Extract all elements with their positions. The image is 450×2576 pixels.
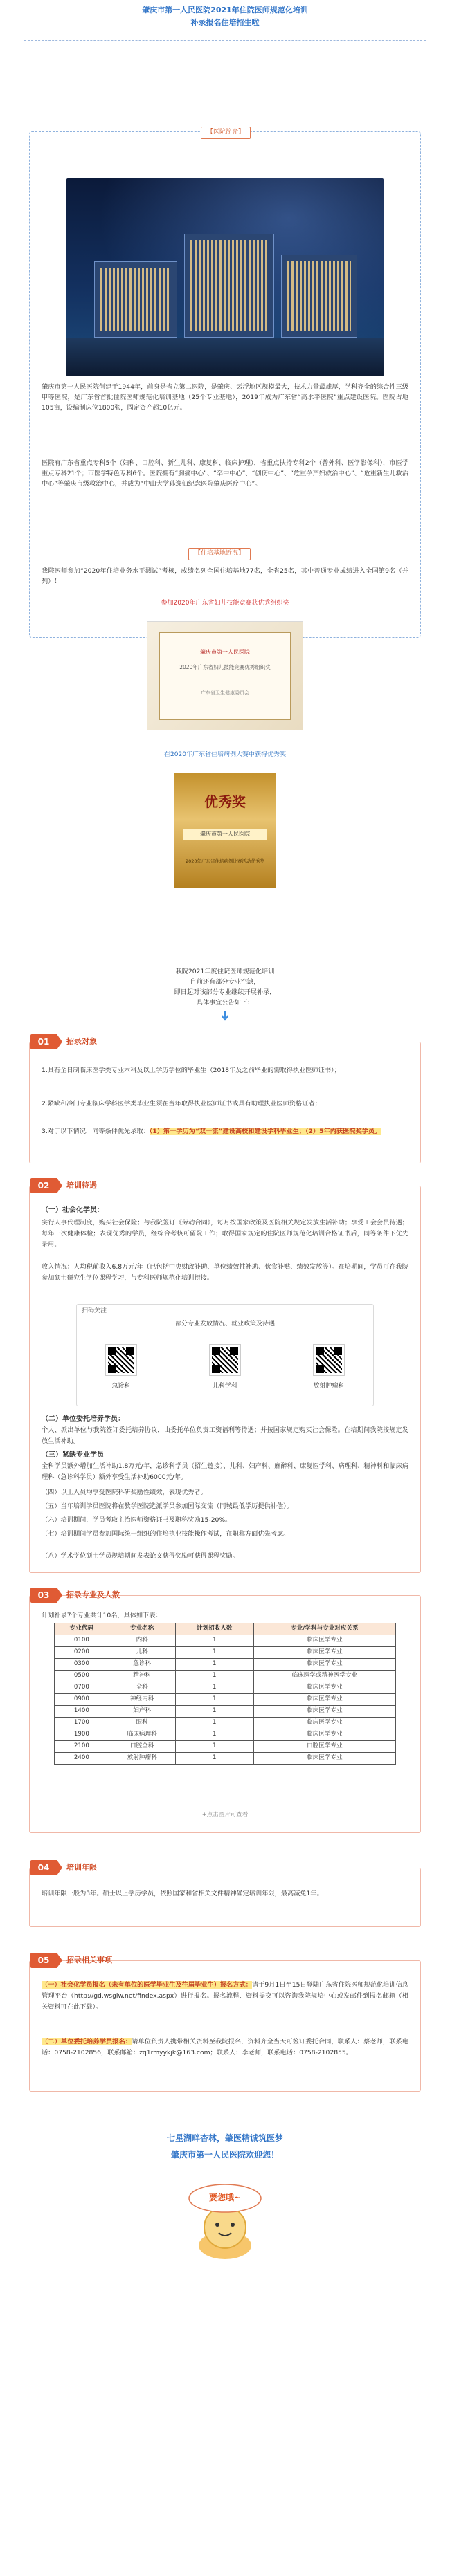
cert1-inner (159, 632, 291, 720)
section-05-header (30, 1953, 112, 1968)
header-line-1: 肇庆市第一人民医院2021年住院医师规范化培训 (142, 6, 308, 15)
section-03-header (30, 1588, 120, 1603)
table-cell: 儿科 (109, 1647, 175, 1659)
table-cell: 2100 (55, 1741, 109, 1753)
qr-label-emergency: 急诊科 (111, 1383, 131, 1390)
s1-item-3-lead: 3.对于以下情况，同等条件优先录取： (42, 1128, 150, 1135)
section-04-title: 培训年限 (66, 1863, 97, 1873)
table-body (55, 1635, 396, 1765)
table-header-cell: 专业/学科与专业对应关系 (253, 1623, 395, 1635)
s2-paragraph-9: （八）学术学位硕士学员规培期间发表论文获得奖励可获得课程奖励。 (42, 1552, 239, 1560)
cert1-title: 2020年广东省妇儿技能竞赛优秀组织奖 (179, 664, 271, 671)
section-03-number: 03 (30, 1588, 57, 1603)
notice (0, 966, 450, 1008)
section-02-title: 培训待遇 (66, 1181, 97, 1190)
photo-windows-2 (190, 240, 268, 331)
table-cell: 1 (175, 1671, 253, 1682)
table-row (55, 1753, 396, 1765)
sticker-text: 要您哦~ (208, 2193, 242, 2202)
qr-label-radiation-oncology: 放射肿瘤科 (313, 1383, 345, 1390)
section-05-number: 05 (30, 1953, 57, 1968)
table-row (55, 1659, 396, 1671)
section-05-title: 招录相关事项 (66, 1956, 112, 1965)
s4-paragraph: 培训年限一般为3年。硕士以上学历学员，依照国家和省相关文件精神确定培训年限，最高减免1年。 (42, 1890, 323, 1897)
table-cell: 精神科 (109, 1671, 175, 1682)
section-04-number: 04 (30, 1860, 57, 1875)
table-cell: 1 (175, 1694, 253, 1706)
qr-code-emergency[interactable] (106, 1345, 136, 1375)
notice-line-2: 自前还有部分专业空缺， (190, 978, 260, 986)
s2-paragraph-6: （五）当年培训学员医院将在教学医院选派学员参加国际交流（同城最低学历提供补偿）。 (42, 1502, 293, 1510)
table-cell: 眼科 (109, 1718, 175, 1729)
table-cell: 1 (175, 1753, 253, 1765)
excellence-award-plaque (174, 773, 276, 888)
table-header-cell: 专业代码 (55, 1623, 109, 1635)
table-cell: 1900 (55, 1729, 109, 1741)
organization-award-certificate (147, 621, 303, 730)
photo-ground (66, 338, 384, 376)
s2-paragraph-4: 全科学员额外增加生活补助1.8万元/年，急诊科学员（招生链接）、儿科、妇产科、麻醉科、康复医学科、病理科、精神科和临床病理科（急诊科学员）额外享受生活补助6000元/年。 (42, 1462, 408, 1481)
notice-line-4: 具体事宜公告如下： (196, 999, 254, 1006)
s5-item-2-lead: （二）单位委托培养学员报名： (42, 2038, 132, 2045)
table-cell: 临床医学或精神医学专业 (253, 1671, 395, 1682)
photo-building-2 (184, 234, 274, 338)
s5-item-1-lead: （一）社会化学员报名（未有单位的医学毕业生及往届毕业生）报名方式： (42, 1981, 252, 1989)
table-cell: 临床医学专业 (253, 1694, 395, 1706)
table-cell: 临床医学专业 (253, 1659, 395, 1671)
s2-income: 收入情况：人均税前收入6.8万元/年（已包括中央财政补助、单位绩效性补助、伙食补贴、绩效发放等）。在培期间，学员可在我院参加硕士研究生学位课程学习，与专科医师规范化培训衔接。 (42, 1263, 408, 1282)
table-header-row (55, 1623, 396, 1635)
photo-building-3 (281, 255, 357, 338)
table-cell: 1 (175, 1718, 253, 1729)
recruitment-table (54, 1623, 396, 1765)
table-cell: 临床医学专业 (253, 1706, 395, 1718)
cert2-caption: 在2020年广东省住培病例大赛中获得优秀奖 (164, 751, 286, 758)
s1-item-3 (42, 1126, 408, 1137)
table-cell: 临床病理科 (109, 1729, 175, 1741)
s5-item-1-body: 请于9月1日至15日登陆广东省住院医师规范化培训信息管理平台（http://gd.wsglw.net/findex.aspx）进行报名。报名流程、资料提交可以咨询我院规培中心或发邮件到报名邮箱（相关资料可在此下载）。 (42, 1981, 408, 2011)
table-cell: 妇产科 (109, 1706, 175, 1718)
table-cell: 临床医学专业 (253, 1682, 395, 1694)
table-cell: 临床医学专业 (253, 1729, 395, 1741)
table-cell: 临床医学专业 (253, 1753, 395, 1765)
s1-item-1: 1.具有全日制临床医学类专业本科及以上学历学位的毕业生（2018年及之前毕业的需取得执业医师证书）； (42, 1067, 341, 1074)
table-cell: 1 (175, 1706, 253, 1718)
section-01-number: 01 (30, 1034, 57, 1049)
table-cell: 1 (175, 1647, 253, 1659)
s2-heading-3: （三）紧缺专业学员 (42, 1451, 104, 1459)
table-cell: 1400 (55, 1706, 109, 1718)
table-row (55, 1718, 396, 1729)
table-cell: 1700 (55, 1718, 109, 1729)
s2-paragraph-7: （六）培训期间，学员考取主治医师资格证书及职称奖励15-20%。 (42, 1516, 232, 1524)
table-cell: 急诊科 (109, 1659, 175, 1671)
s3-intro: 计划补录7个专业共计10名，具体如下表： (42, 1612, 162, 1619)
table-cell: 0700 (55, 1682, 109, 1694)
table-cell: 口腔全科 (109, 1741, 175, 1753)
award-subtitle: 2020年广东省住培病例比赛活动优秀奖 (185, 858, 265, 864)
table-cell: 放射肿瘤科 (109, 1753, 175, 1765)
qr-label-pediatrics: 儿科学科 (212, 1383, 237, 1390)
table-note: +点击图片可查看 (201, 1812, 249, 1819)
table-cell: 1 (175, 1729, 253, 1741)
s2-paragraph-1: 实行人事代理制度，购买社会保险；与我院签订《劳动合同》，每月按国家政策及医院相关规定发放生活补助；享受工会会员待遇；每年一次健康体检；表现优秀的学员，经综合考核可留院工作；取得国家规定的住院医师规范化培训合格证书后，同等条件下优先录用。 (42, 1219, 408, 1249)
s2-paragraph-2 (42, 1262, 408, 1295)
intro-paragraph-1: 肇庆市第一人民医院创建于1944年，前身是省立第二医院，是肇庆、云浮地区规模最大，技术力量最雄厚，学科齐全的综合性三级甲等医院，是广东省首批住院医师规范化培训基地（25个专业基地），2019年成为广东省“高水平医院”重点建设医院。医院占地105亩，设编制床位1800张，固定资产超10亿元。 (42, 383, 408, 412)
table-cell: 神经内科 (109, 1694, 175, 1706)
qr-title: 扫码关注 (82, 1307, 107, 1314)
intro-tag: 【医院简介】 (201, 127, 251, 139)
table-row (55, 1694, 396, 1706)
cert1-hospital: 肇庆市第一人民医院 (200, 649, 250, 655)
qr-code-pediatrics[interactable] (210, 1345, 240, 1375)
s5-item-2-body: 请单位负责人携带相关资料至我院报名，资料齐全当天可签订委托合同，联系人：蔡老师，联系电话：0758-2102856，联系邮箱：zq1rmyykjk@163.com；联系人：李老师，联系电话：0758-2102855。 (42, 2038, 408, 2057)
notice-line-3: 即日起对该部分专业继续开展补录， (174, 988, 276, 996)
section-01-title: 招录对象 (66, 1037, 97, 1047)
table-cell: 1 (175, 1741, 253, 1753)
section-03-title: 招录专业及人数 (66, 1590, 120, 1600)
s1-item-3-priority: （1）第一学历为“双一流”建设高校和建设学科毕业生；（2）5年内获医院奖学员。 (149, 1128, 381, 1135)
table-cell: 1 (175, 1659, 253, 1671)
qr-code-radiation-oncology[interactable] (314, 1345, 344, 1375)
down-arrow-icon (222, 1011, 228, 1021)
table-cell: 0500 (55, 1671, 109, 1682)
qr-subtitle: 部分专业发放情况、就业政策及待遇 (174, 1321, 275, 1327)
header-line-2: 补录报名住培招生啦 (190, 18, 260, 27)
table-cell: 临床医学专业 (253, 1635, 395, 1647)
photo-windows-1 (100, 268, 171, 331)
table-cell: 全科 (109, 1682, 175, 1694)
page-header (0, 0, 450, 46)
s2-heading-1: （一）社会化学员： (42, 1206, 104, 1214)
section-01-header (30, 1034, 97, 1049)
table-cell: 0200 (55, 1647, 109, 1659)
table-row (55, 1682, 396, 1694)
award-hospital: 肇庆市第一人民医院 (183, 829, 267, 840)
table-cell: 口腔医学专业 (253, 1741, 395, 1753)
table-cell: 1 (175, 1682, 253, 1694)
table-header-cell: 专业名称 (109, 1623, 175, 1635)
waving-sticker (181, 2179, 269, 2262)
photo-windows-3 (287, 261, 351, 331)
hospital-night-photo (66, 178, 384, 376)
table-row (55, 1741, 396, 1753)
table-row (55, 1706, 396, 1718)
intro-paragraph-3: 我院医师参加“2020年住培业务水平测试”考核，成绩名列全国住培基地77名，全省25名，其中普通专业成绩进入全国第9名（并列）！ (42, 567, 408, 585)
table-row (55, 1729, 396, 1741)
award-text: 优秀奖 (204, 793, 246, 810)
section-04-header (30, 1860, 97, 1875)
table-cell: 临床医学专业 (253, 1718, 395, 1729)
s5-item-1 (42, 1980, 408, 2030)
table-cell: 2400 (55, 1753, 109, 1765)
s5-item-2 (42, 2036, 408, 2081)
s2-paragraph-3: 个人、派出单位与我院签订委托培养协议，由委托单位负责工资福利等待遇；并按国家规定购买社会保险。在培期间我院按规定发放生活补助。 (42, 1426, 408, 1445)
intro-paragraph-2: 医院有广东省重点专科5个（妇科、口腔科、新生儿科、康复科、临床护理），省重点扶持专科2个（普外科、医学影像科），市医学重点专科21个；市医学特色专科6个。医院拥有“胸痛中心”、“卒中中心”、“创伤中心”、“危重孕产妇救治中心”、“危重新生儿救治中心”等肇庆市级救治中心，并成为“中山大学孙逸仙纪念医院肇庆医疗中心”。 (42, 459, 408, 488)
base-status-tag: 【住培基地近况】 (188, 548, 251, 560)
table-cell: 内科 (109, 1635, 175, 1647)
table-row (55, 1647, 396, 1659)
cert1-issuer: 广东省卫生健康委员会 (201, 690, 249, 697)
notice-line-1: 我院2021年度住院医师规范化培训 (175, 968, 275, 975)
table-cell: 0900 (55, 1694, 109, 1706)
table-header-cell: 计划招收人数 (175, 1623, 253, 1635)
table-row (55, 1671, 396, 1682)
closing-line-1: 七星湖畔杏林，肇医精诚筑医梦 (166, 2133, 283, 2143)
s2-paragraph-5: （四）以上人员均享受医院科研奖励性绩效，表现优秀者。 (42, 1489, 207, 1496)
s1-item-2: 2.紧缺和冷门专业临床学科医学类毕业生须在当年取得执业医师证书或具有助理执业医师资格证者； (42, 1100, 321, 1107)
header-divider (24, 40, 426, 41)
closing-line-2: 肇庆市第一人民医院欢迎您！ (170, 2150, 279, 2160)
section-02-header (30, 1178, 97, 1193)
cert1-caption: 参加2020年广东省妇儿技能竞赛获优秀组织奖 (161, 600, 289, 607)
s2-paragraph-8: （七）培训期间学员参加国际统一组织的住培执业技能操作考试，在职称方面优先考虑。 (42, 1530, 290, 1538)
s2-heading-2: （二）单位委托培养学员： (42, 1415, 125, 1423)
photo-building-1 (94, 261, 177, 338)
table-row (55, 1635, 396, 1647)
section-02-number: 02 (30, 1178, 57, 1193)
table-cell: 0100 (55, 1635, 109, 1647)
table-cell: 0300 (55, 1659, 109, 1671)
table-cell: 临床医学专业 (253, 1647, 395, 1659)
table-cell: 1 (175, 1635, 253, 1647)
